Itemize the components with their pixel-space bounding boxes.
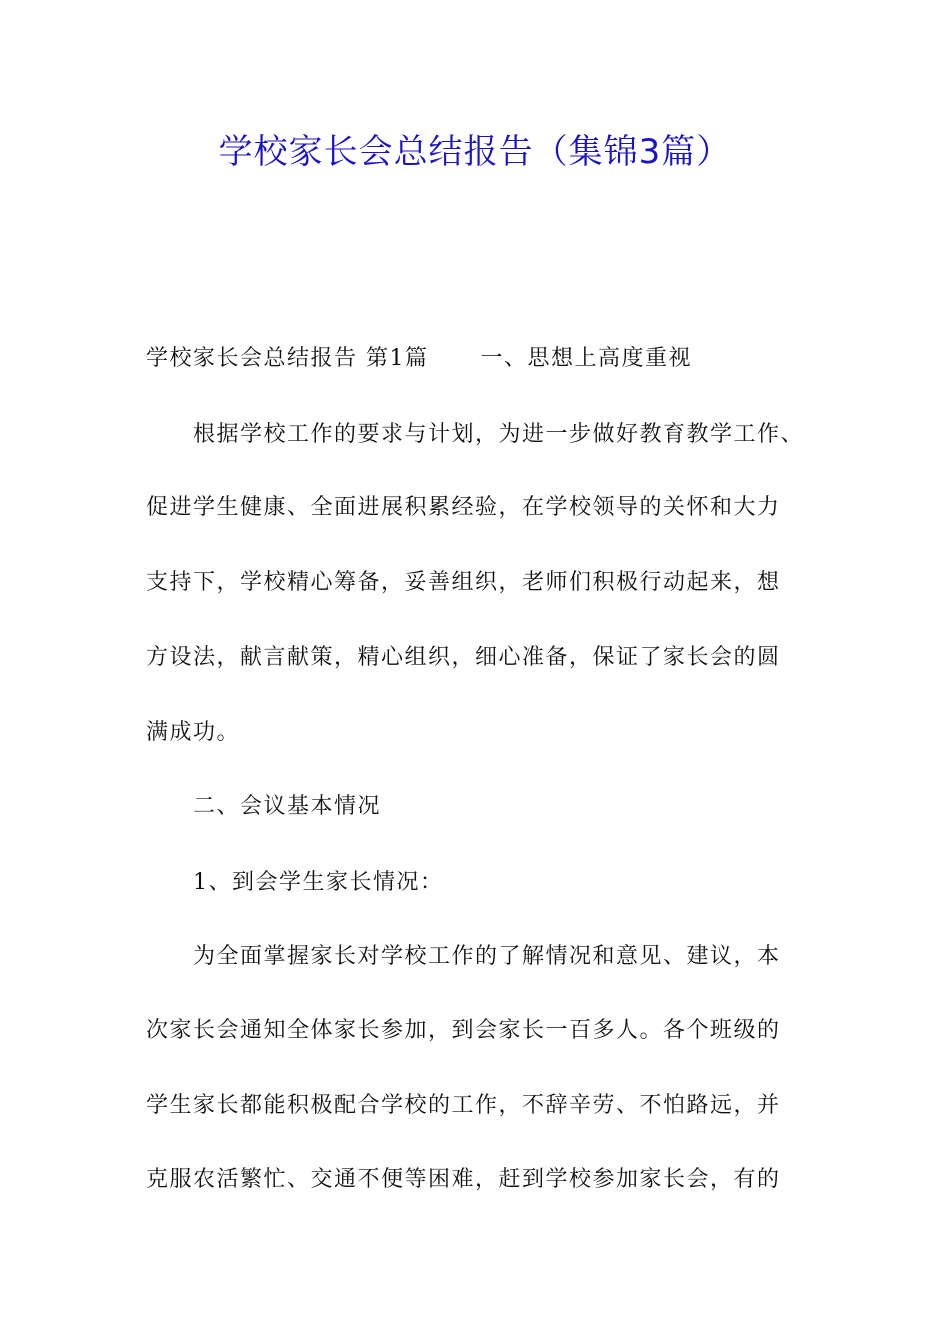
paragraph1-line: 支持下，学校精心筹备，妥善组织，老师们积极行动起来，想 — [146, 570, 781, 595]
paragraph1-line: 方设法，献言献策，精心组织，细心准备，保证了家长会的圆 — [146, 645, 781, 670]
paragraph1-line: 根据学校工作的要求与计划，为进一步做好教育教学工作、 — [193, 422, 805, 447]
paragraph2-line: 克服农活繁忙、交通不便等困难，赶到学校参加家长会，有的 — [146, 1167, 781, 1192]
section1-heading: 一、思想上高度重视 — [480, 346, 693, 371]
section2-heading: 二、会议基本情况 — [193, 794, 382, 819]
heading-line — [146, 344, 692, 374]
paragraph2-line: 学生家长都能积极配合学校的工作，不辞辛劳、不怕路远，并 — [146, 1093, 781, 1118]
paragraph2-line: 次家长会通知全体家长参加，到会家长一百多人。各个班级的 — [146, 1018, 781, 1043]
paragraph1-line: 促进学生健康、全面进展积累经验，在学校领导的关怀和大力 — [146, 495, 781, 520]
paragraph1-line: 满成功。 — [146, 720, 241, 745]
document-title: 学校家长会总结报告（集锦3篇） — [218, 132, 732, 172]
paragraph2-line: 为全面掌握家长对学校工作的了解情况和意见、建议，本 — [193, 944, 781, 969]
subsection1-heading: 1、到会学生家长情况： — [193, 870, 444, 895]
article-heading: 学校家长会总结报告 第1篇 — [146, 346, 429, 371]
